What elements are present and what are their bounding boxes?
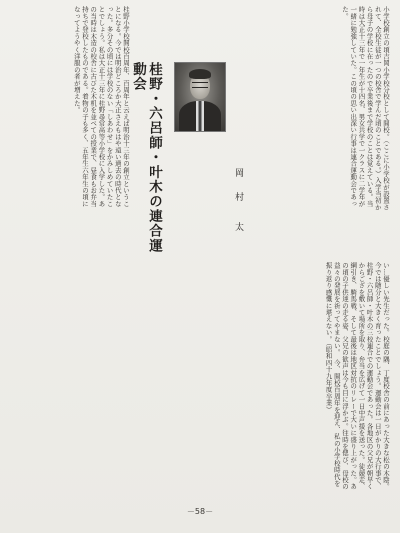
body-text-top-right: 小学校創立の頃吉岡小学校分校として開校。（ここに小学校が設置されて、全校生徒が一つの校舎で学んだ頃のことである。）入学当初から母子の学校に在ったので卒業後まで学校のことは覚えている。当時は大正十三年で一年生が十四名、男女共学で一クラスに二学年が一緒に勉強していた。この頃の思い出深い行事は連合運動会であった。 bbox=[340, 6, 390, 211]
author-portrait bbox=[174, 62, 226, 132]
portrait-hair bbox=[189, 69, 211, 79]
body-text-bottom: い…優しい先生だった。校庭の隅、丁度校舎の前にあった大きな松の木陰。今では随分と大きく育ったことでしょう。運動会は一日がかりの大行事で、桂野・六呂師・叶木の三校連合での運動会であった。各地区の父兄が朝早くからござを敷いて場所を取り、弁当を広げて一日中声援を送った。徒競走、綱引き、騎馬戦、そして最後は地区対抗のリレーで大いに盛り上がった。あの頃の子供達の走る姿、父兄の歓声は今も目に浮かぶ。往時を偲び、母校の益々の発展を祈ってやまない。 今、開校百周年を迎え、私の小学校時代を振り返り感慨に堪えない。（昭和四十九年度卒業） bbox=[324, 262, 390, 490]
author-family-name: 岡 村 bbox=[233, 168, 243, 207]
body-text-top-left: 桂野小学校開校百周年、百周年と云えば明治十三年の創立ということになる。今では明治どころか大正さえもはや遠い過去の時代となった。多分その頃には学校のない「しあわせ」をかみしめていたことでしょう。私は大正十三年に桂野尋常高等小学校に入学した。あの当時は木造の校舎に古びた木机を並べての授業で、昼食もお弁当持ちで登校したものである。着物の子も多く、五年生六年生の頃になってようやく洋服の者が増えた。 bbox=[72, 6, 130, 207]
author-given-name: 太 bbox=[233, 222, 243, 237]
portrait-glasses bbox=[192, 82, 208, 88]
page-number: －58－ bbox=[186, 507, 214, 516]
portrait-shirt-tie bbox=[196, 101, 204, 131]
article-title: 桂野・六呂師・叶木の連合運動会 bbox=[130, 62, 162, 254]
